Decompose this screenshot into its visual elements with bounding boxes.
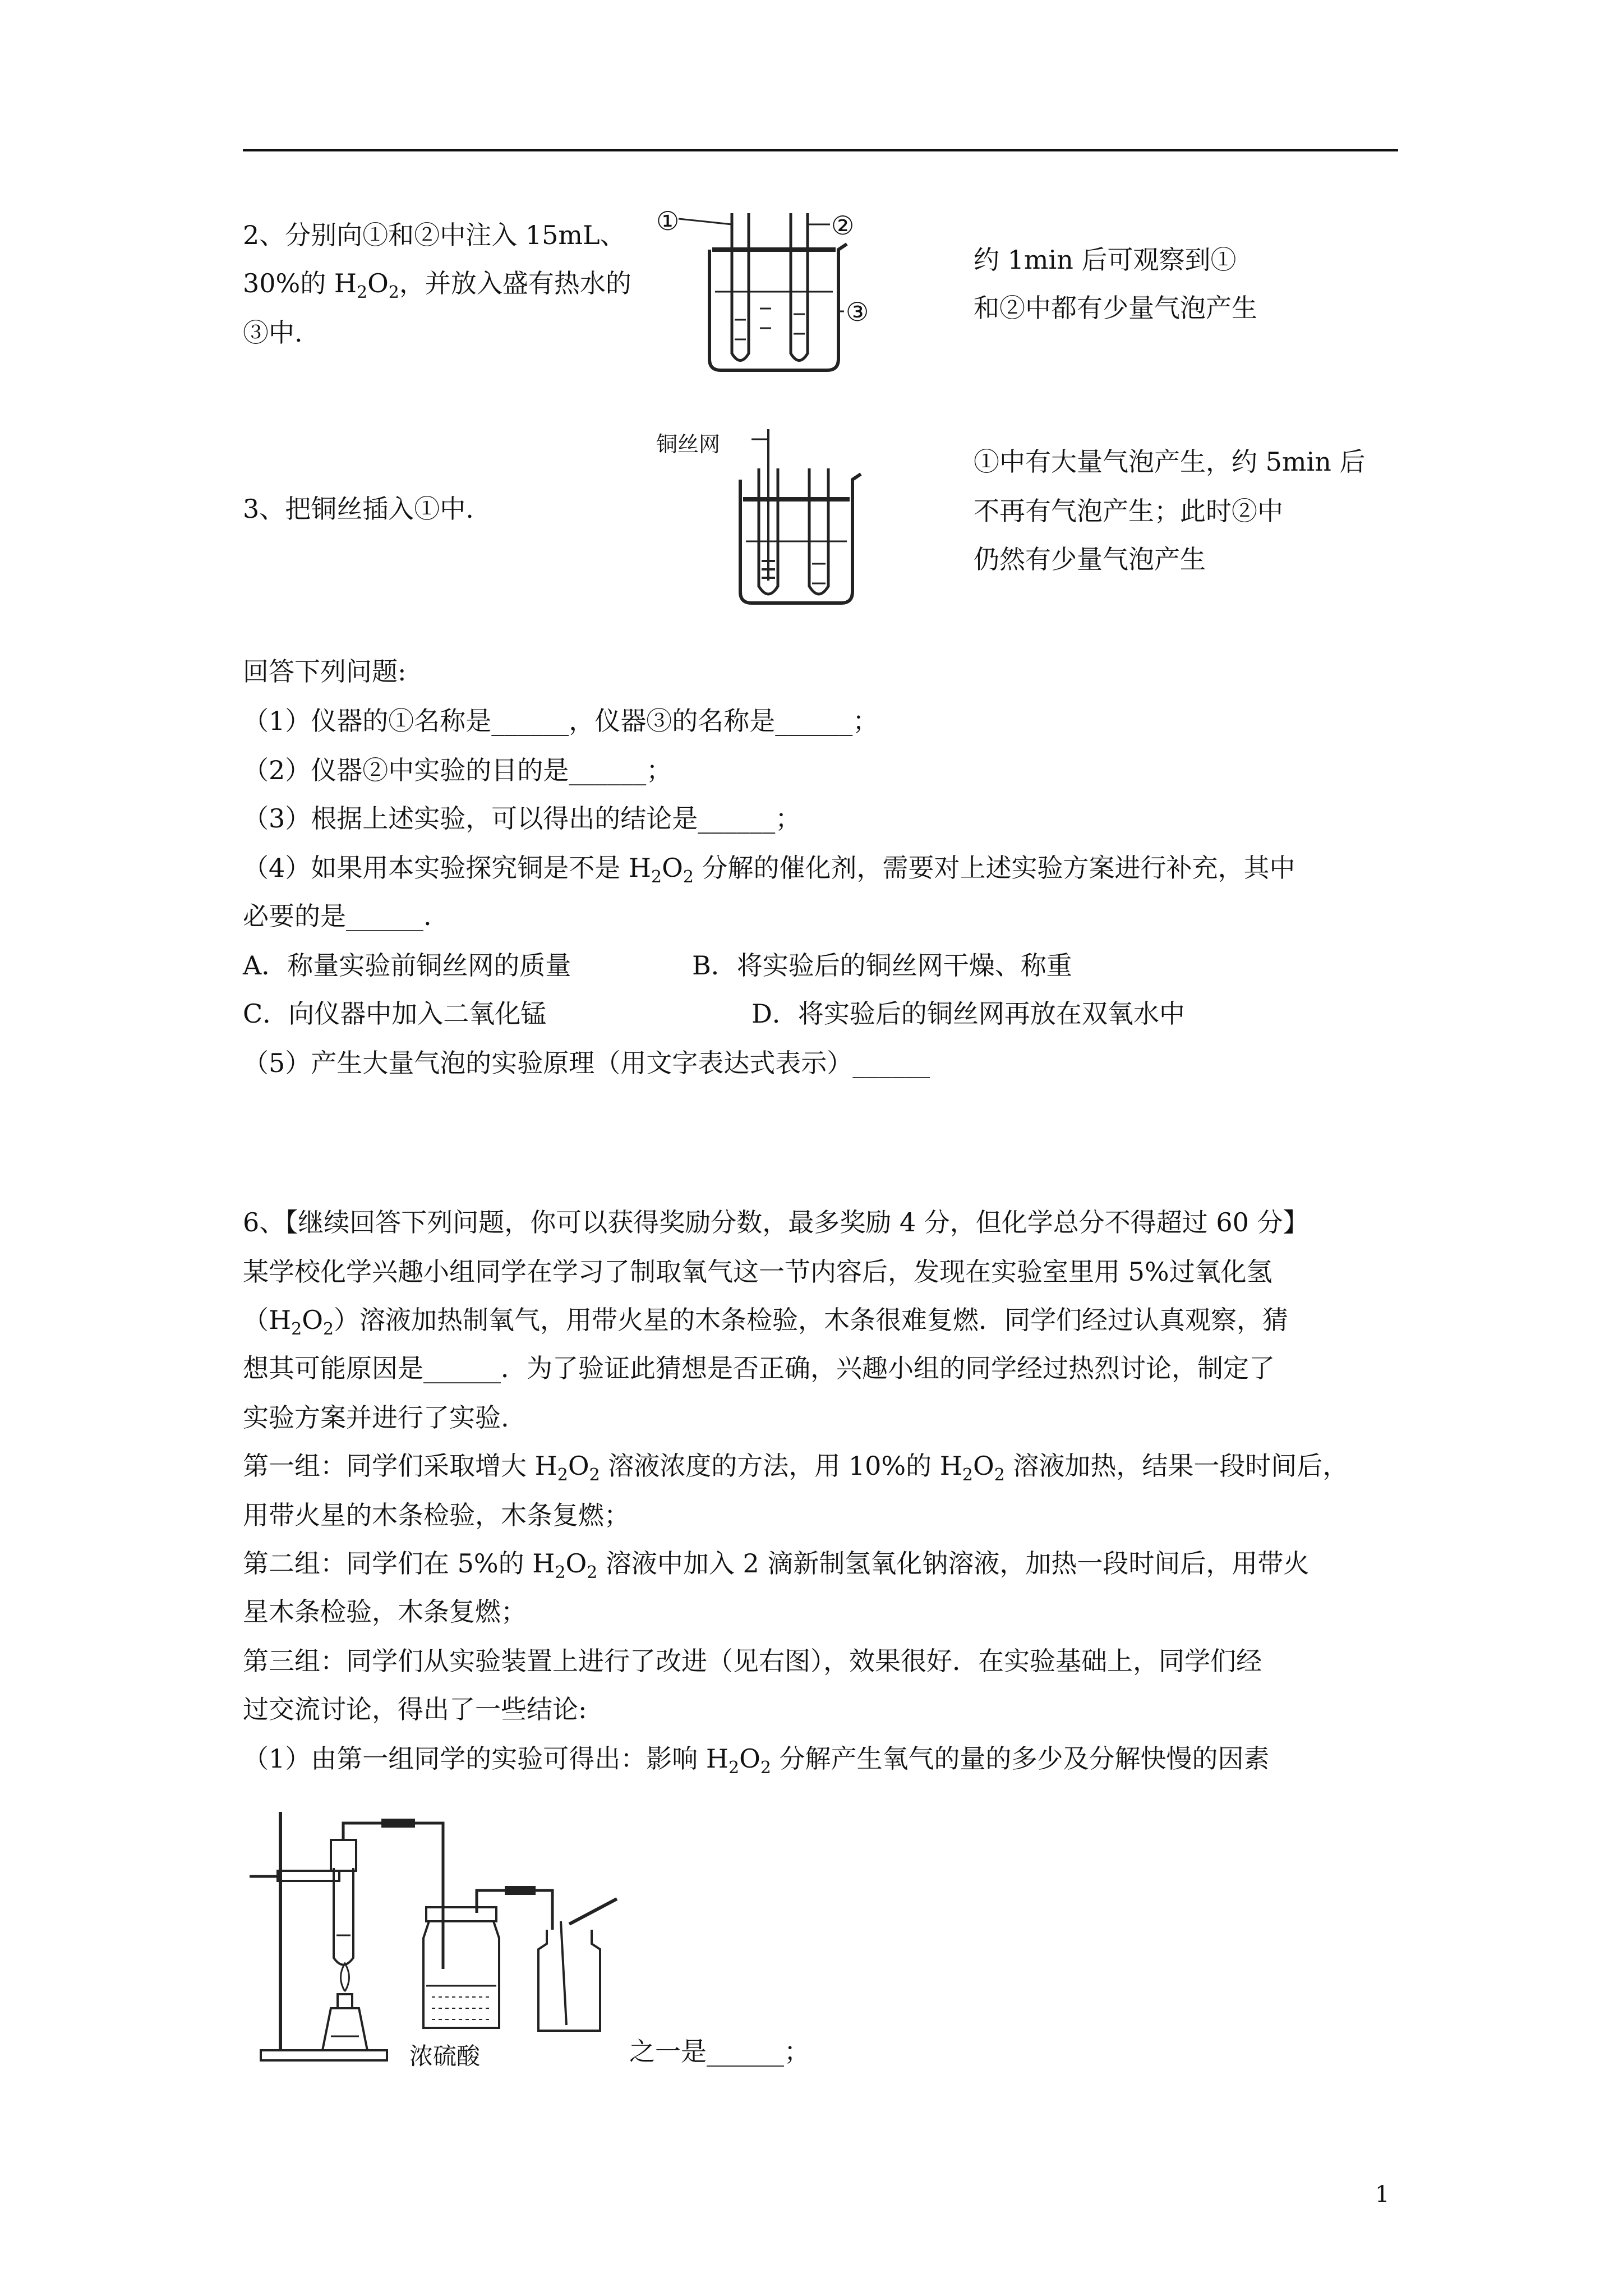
step2-observation-line2: 和②中都有少量气泡产生 <box>974 293 1257 323</box>
q6-title: 6、【继续回答下列问题，你可以获得奖励分数，最多奖励 4 分，但化学总分不得超过 60 分】 <box>243 1207 1309 1237</box>
question-4-line2: 必要的是______. <box>243 901 432 931</box>
option-a: A．称量实验前铜丝网的质量 <box>243 950 571 981</box>
group1-line1: 第一组：同学们采取增大 $H_2O_2$ 溶液浓度的方法，用 10%的 $H_2O_2$ 溶液加热，结果一段时间后， <box>243 1451 1349 1485</box>
oxygen-apparatus-figure <box>247 1801 645 2076</box>
group2-line1: 第二组：同学们在 5%的 $H_2O_2$ 溶液中加入 2 滴新制氢氧化钠溶液，加热一段时间后，用带火 <box>243 1548 1310 1582</box>
step2-observation-line1: 约 1min 后可观察到① <box>974 245 1237 275</box>
option-d: D．将实验后的铜丝网再放在双氧水中 <box>751 999 1185 1029</box>
question-3: （3）根据上述实验，可以得出的结论是______； <box>243 803 801 834</box>
question-1: （1）仪器的①名称是______，仪器③的名称是______； <box>243 706 879 736</box>
option-c: C．向仪器中加入二氧化锰 <box>243 999 547 1029</box>
conclusion-1: （1）由第一组同学的实验可得出：影响 $H_2O_2$ 分解产生氧气的量的多少及分解快慢的因素 <box>243 1743 1270 1778</box>
q6-paragraph-line1: 某学校化学兴趣小组同学在学习了制取氧气这一节内容后，发现在实验室里用 5%过氧化氢 <box>243 1257 1272 1287</box>
step3-observation-line2: 不再有气泡产生；此时②中 <box>974 496 1283 526</box>
question-4-line1: （4）如果用本实验探究铜是不是 $H_2O_2$ 分解的催化剂，需要对上述实验方案进行补充，其中 <box>243 853 1295 887</box>
copper-mesh-label: 铜丝网 <box>656 432 721 457</box>
page-number: 1 <box>1375 2182 1390 2207</box>
step3-text: 3、把铜丝插入①中. <box>243 494 474 524</box>
group3-line2: 过交流讨论，得出了一些结论: <box>243 1694 587 1724</box>
conc-sulfuric-acid-label: 浓硫酸 <box>409 2042 481 2070</box>
group1-line2: 用带火星的木条检验，木条复燃； <box>243 1500 630 1530</box>
label-circled-3: ③ <box>846 297 869 327</box>
q6-paragraph-line2: $(H_2O_2)$溶液加热制氧气，用带火星的木条检验，木条很难复燃．同学们经过认真观察，猜 <box>243 1305 1289 1339</box>
label-circled-1: ① <box>656 206 680 236</box>
question-2: （2）仪器②中实验的目的是______； <box>243 755 672 785</box>
q6-paragraph-line4: 实验方案并进行了实验. <box>243 1402 509 1433</box>
step2-apparatus-figure <box>656 202 869 376</box>
step3-apparatus-figure <box>651 424 864 609</box>
header-rule <box>243 149 1398 151</box>
group3-line1: 第三组：同学们从实验装置上进行了改进（见右图），效果很好．在实验基础上，同学们经 <box>243 1646 1262 1676</box>
step2-line3: ③中. <box>243 318 303 348</box>
step2-line1: 2、分别向①和②中注入 15mL、 <box>243 220 626 250</box>
conclusion-1-tail: 之一是______； <box>629 2036 810 2067</box>
q6-paragraph-line3: 想其可能原因是______．为了验证此猜想是否正确，兴趣小组的同学经过热烈讨论，制定了 <box>243 1353 1275 1383</box>
option-b: B．将实验后的铜丝网干燥、称重 <box>692 950 1072 981</box>
group2-line2: 星木条检验，木条复燃； <box>243 1596 527 1627</box>
label-circled-2: ② <box>831 210 855 241</box>
step2-line2: 30%的 $H_2O_2$，并放入盛有热水的 <box>243 268 631 302</box>
questions-intro: 回答下列问题: <box>243 656 407 687</box>
question-5: （5）产生大量气泡的实验原理（用文字表达式表示）______ <box>243 1048 930 1078</box>
step3-observation-line3: 仍然有少量气泡产生 <box>974 544 1206 574</box>
step3-observation-line1: ①中有大量气泡产生，约 5min 后 <box>974 447 1366 477</box>
